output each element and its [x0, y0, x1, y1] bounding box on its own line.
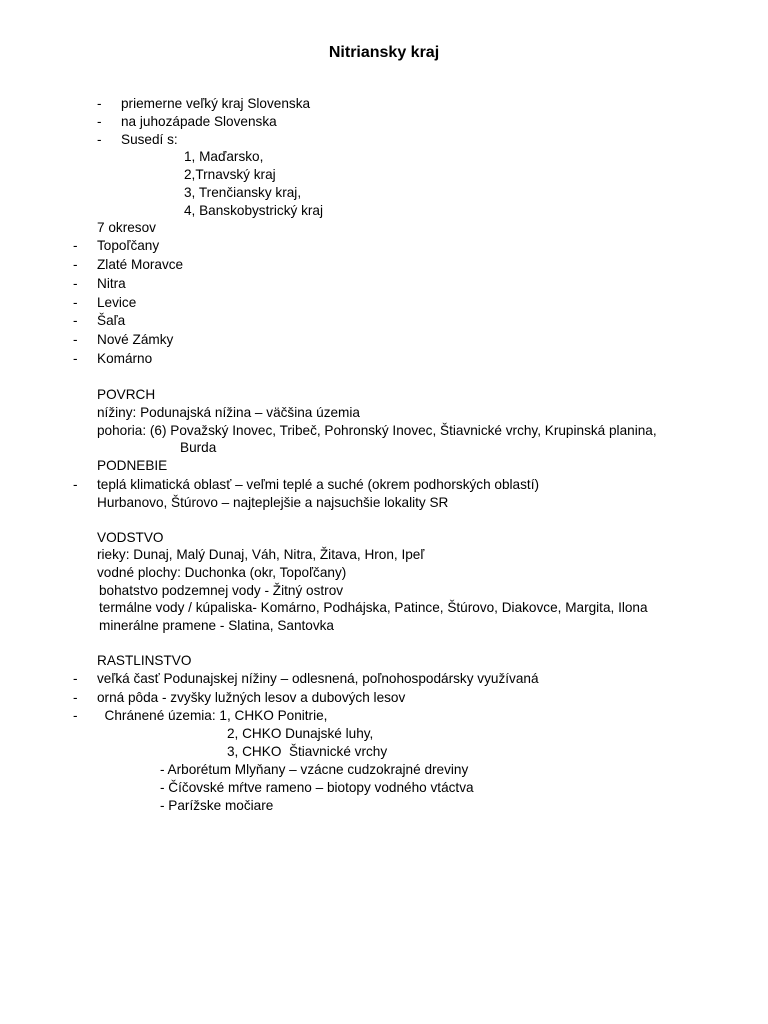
intro-item: priemerne veľký kraj Slovenska [121, 96, 311, 111]
rastlinstvo-subitem: - Parížske močiare [160, 798, 274, 813]
protected-area-item: 2, CHKO Dunajské luhy, [227, 726, 374, 741]
vodstvo-mineral: minerálne pramene - Slatina, Santovka [99, 618, 334, 633]
district-item: Šaľa [97, 313, 126, 328]
rastlinstvo-item: Chránené územia: 1, CHKO Ponitrie, [97, 708, 328, 723]
povrch-mountains-cont: Burda [180, 440, 217, 455]
protected-area-item: 3, CHKO Štiavnické vrchy [227, 744, 388, 759]
vodstvo-groundwater: bohatstvo podzemnej vody - Žitný ostrov [99, 583, 344, 598]
bullet-dash: - [73, 276, 78, 291]
rastlinstvo-item: orná pôda - zvyšky lužných lesov a dubových lesov [97, 690, 406, 705]
rastlinstvo-subitem: - Arborétum Mlyňany – vzácne cudzokrajné dreviny [160, 762, 469, 777]
page-title: Nitriansky kraj [328, 44, 440, 61]
bullet-dash: - [73, 238, 78, 253]
districts-heading: 7 okresov [97, 220, 156, 235]
district-item: Komárno [97, 351, 153, 366]
podnebie-note: Hurbanovo, Štúrovo – najteplejšie a najsuchšie lokality SR [97, 495, 449, 510]
district-item: Zlaté Moravce [97, 257, 184, 272]
neighbor-item: 2,Trnavský kraj [184, 167, 276, 182]
rastlinstvo-subitem: - Číčovské mŕtve rameno – biotopy vodného vtáctva [160, 780, 474, 795]
vodstvo-lakes: vodné plochy: Duchonka (okr, Topoľčany) [97, 565, 347, 580]
neighbor-item: 4, Banskobystrický kraj [184, 203, 324, 218]
bullet-dash: - [73, 313, 78, 328]
bullet-dash: - [73, 295, 78, 310]
bullet-dash: - [73, 257, 78, 272]
povrch-lowlands: nížiny: Podunajská nížina – väčšina územia [97, 405, 360, 420]
bullet-dash: - [73, 332, 78, 347]
bullet-dash: - [97, 96, 102, 111]
section-heading-podnebie: PODNEBIE [97, 458, 168, 473]
section-heading-vodstvo: VODSTVO [97, 530, 164, 545]
district-item: Nové Zámky [97, 332, 174, 347]
bullet-dash: - [73, 477, 78, 492]
district-item: Nitra [97, 276, 126, 291]
district-item: Levice [97, 295, 137, 310]
bullet-dash: - [73, 708, 78, 723]
bullet-dash: - [73, 690, 78, 705]
district-item: Topoľčany [97, 238, 160, 253]
intro-item: na juhozápade Slovenska [121, 114, 277, 129]
vodstvo-rivers: rieky: Dunaj, Malý Dunaj, Váh, Nitra, Žitava, Hron, Ipeľ [97, 547, 425, 562]
section-heading-povrch: POVRCH [97, 387, 156, 402]
section-heading-rastlinstvo: RASTLINSTVO [97, 653, 192, 668]
povrch-mountains: pohoria: (6) Považský Inovec, Tribeč, Pohronský Inovec, Štiavnické vrchy, Krupinská planina, [97, 423, 657, 438]
neighbor-item: 1, Maďarsko, [184, 149, 264, 164]
bullet-dash: - [97, 114, 102, 129]
bullet-dash: - [73, 671, 78, 686]
neighbor-item: 3, Trenčiansky kraj, [184, 185, 302, 200]
bullet-dash: - [73, 351, 78, 366]
podnebie-item: teplá klimatická oblasť – veľmi teplé a suché (okrem podhorských oblastí) [97, 477, 539, 492]
rastlinstvo-item: veľká časť Podunajskej nížiny – odlesnená, poľnohospodársky využívaná [97, 671, 539, 686]
intro-item: Susedí s: [121, 132, 178, 147]
vodstvo-thermal: termálne vody / kúpaliska- Komárno, Podhájska, Patince, Štúrovo, Diakovce, Margita, Ilona [99, 600, 648, 615]
bullet-dash: - [97, 132, 102, 147]
